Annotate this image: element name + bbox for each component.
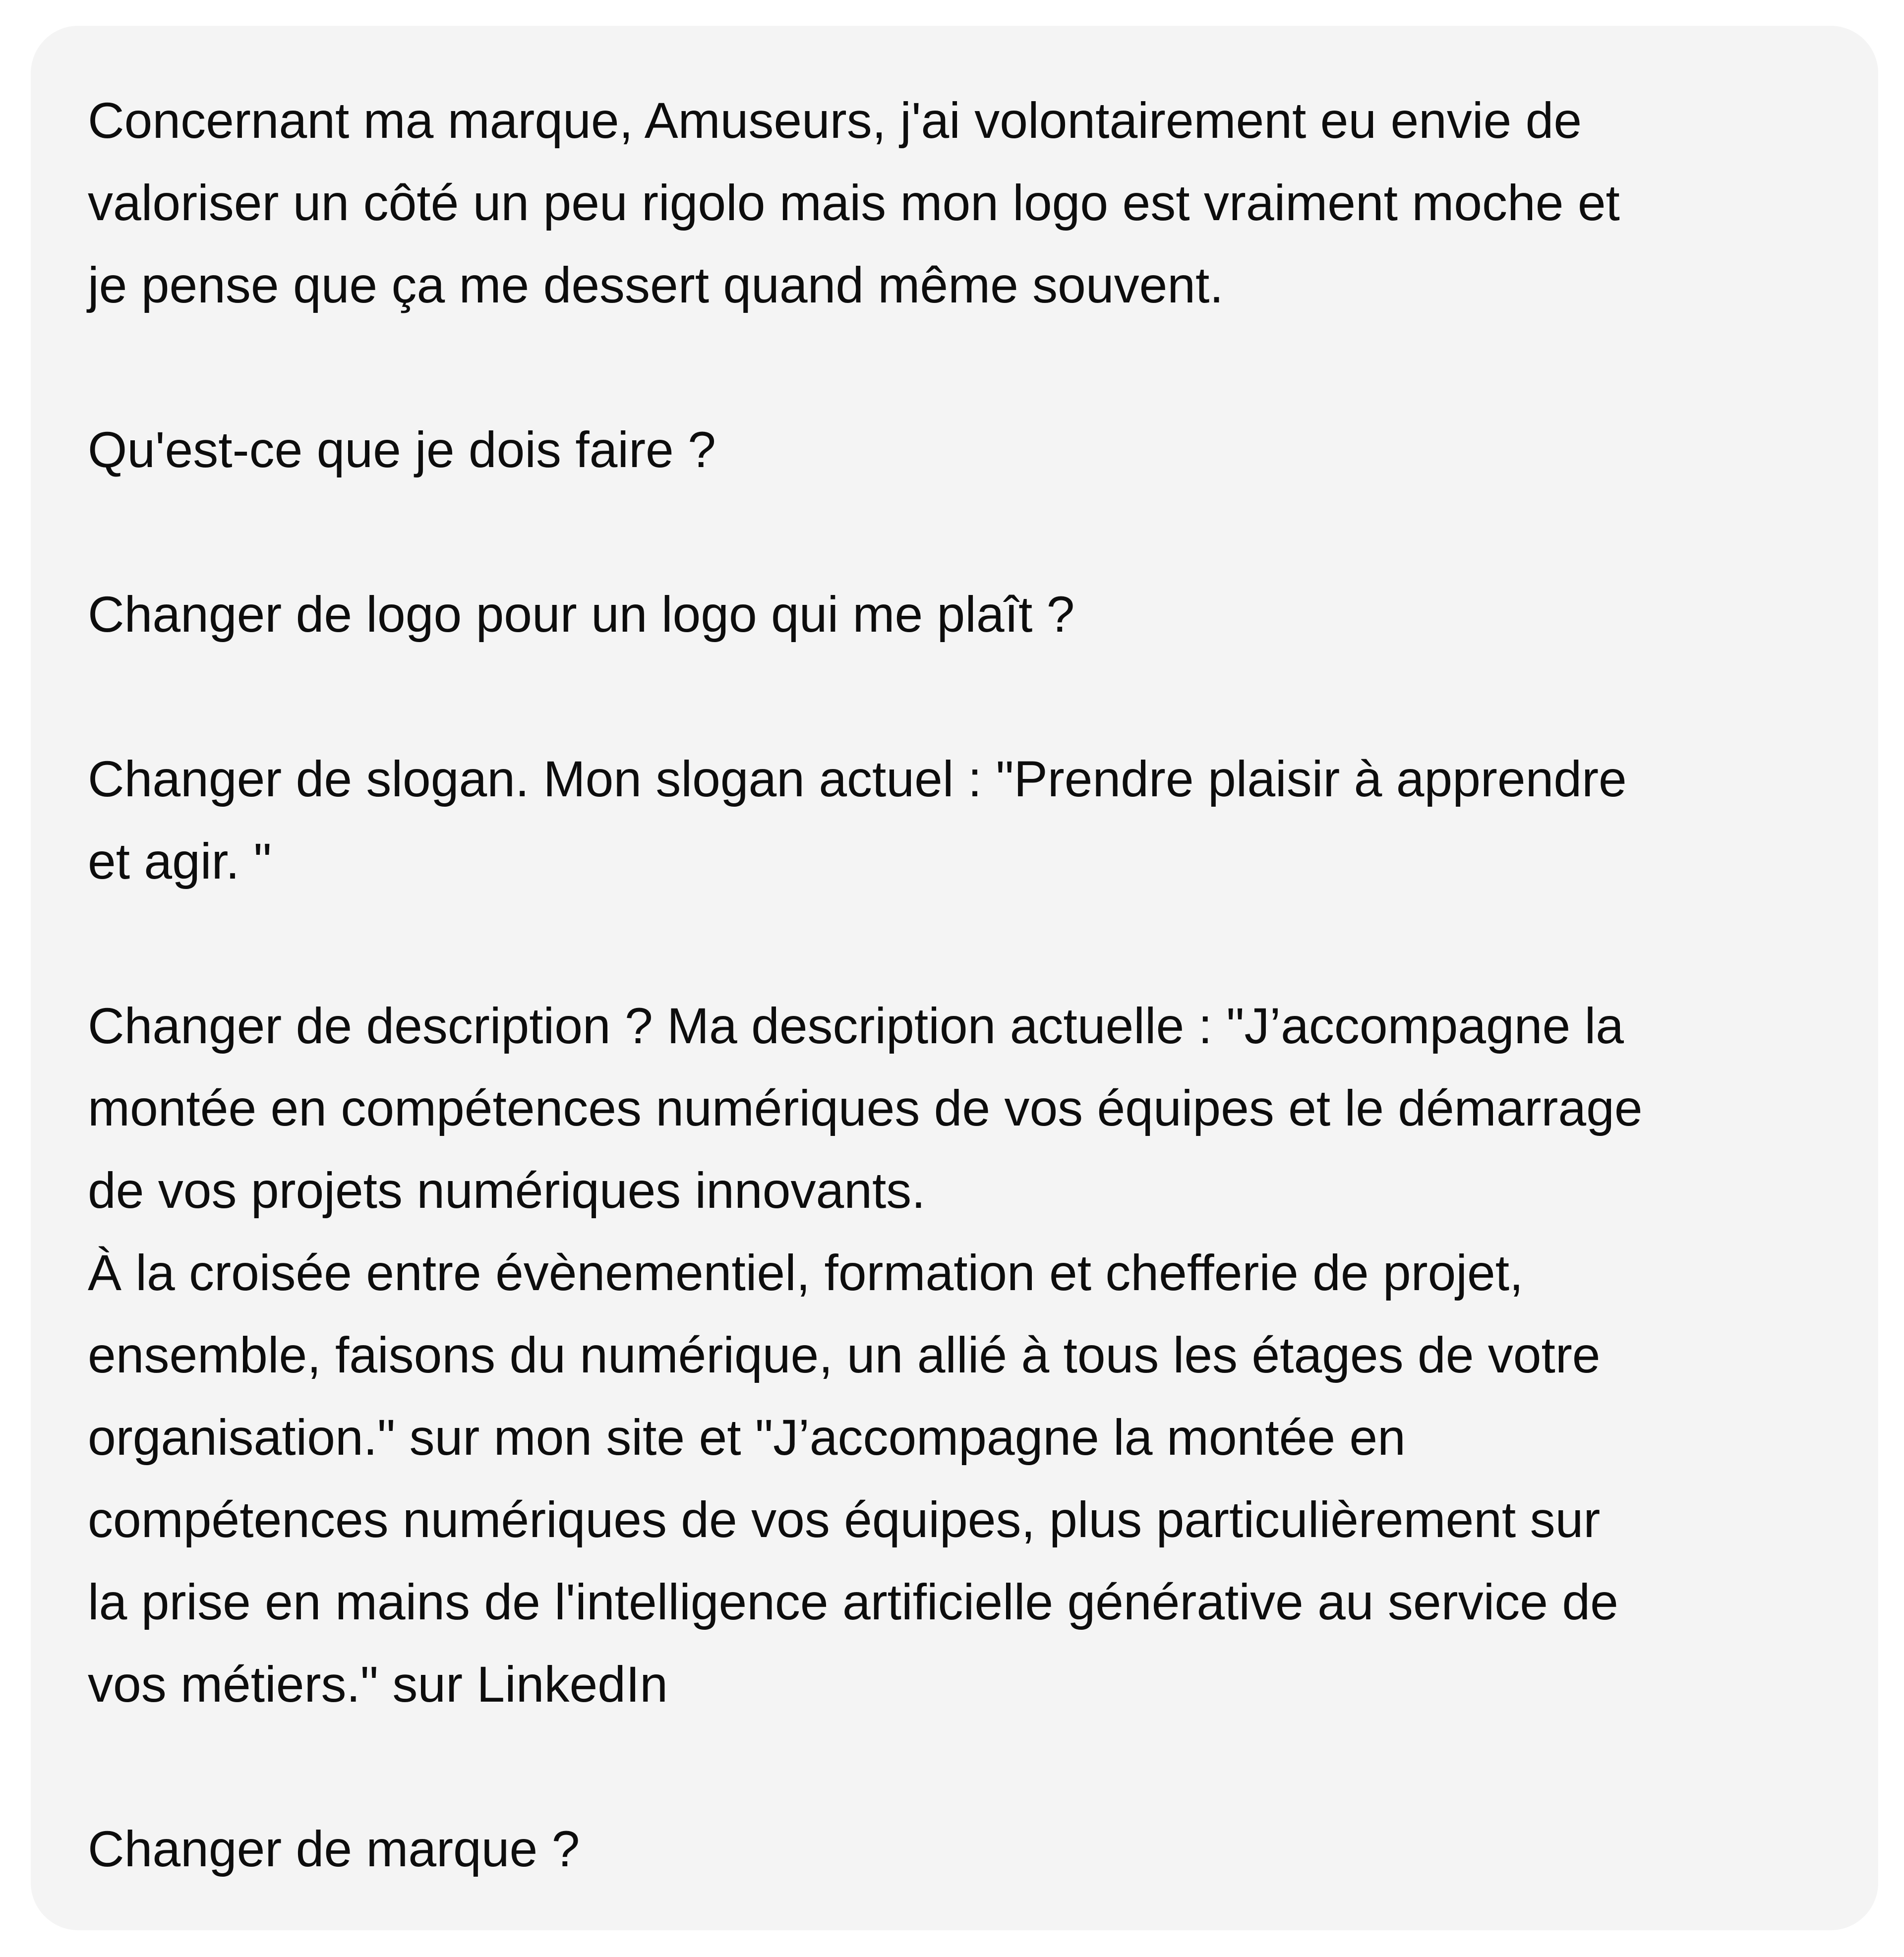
user-message-text: Concernant ma marque, Amuseurs, j'ai volontairement eu envie de valoriser un côté un peu rigolo mais mon logo est vraiment moche et je pense que ça me dessert quand même souvent. Qu'est-ce que je dois faire ? Changer de logo pour un logo qui me plaît ? Changer de slogan. Mon slogan actuel : "Prendre plaisir à apprendre et agir. " Changer de description ? Ma description actuelle : "J’accompagne la montée en compétences numériques de vos équipes et le démarrage de vos projets numériques innovants. À la croisée entre évènementiel, formation et chefferie de projet, ensemble, faisons du numérique, un allié à tous les étages de votre organisation." sur mon site et "J’accompagne la montée en compétences numériques de vos équipes, plus particulièrement sur la prise en mains de l'intelligence artificielle générative au service de vos métiers." sur LinkedIn Changer de marque ? <box>88 92 1643 1877</box>
user-message-bubble <box>31 26 1878 1930</box>
